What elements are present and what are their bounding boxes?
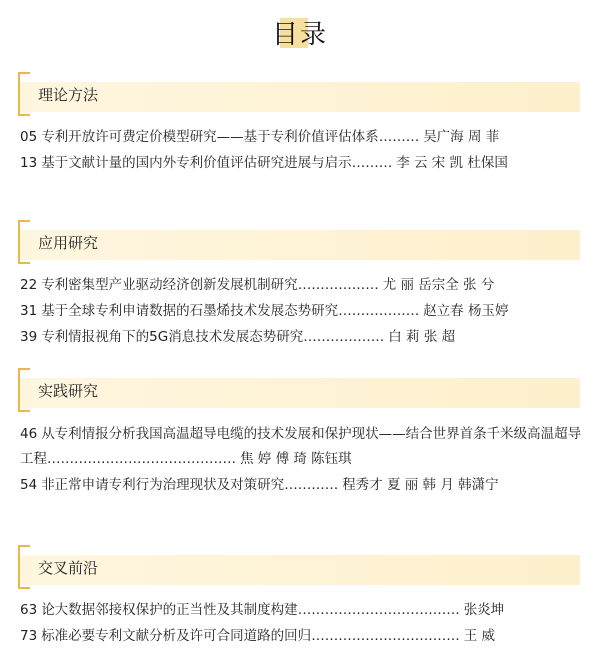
entry-authors: 焦 婷 傅 琦 陈钰琪: [240, 451, 352, 467]
entry-title: 从专利情报分析我国高温超导电缆的技术发展和保护现状——结合世界首条千米级高温超导工程: [20, 426, 582, 467]
section-header: [14, 368, 580, 412]
entry-page: 39: [20, 329, 38, 345]
entry-dots: …………: [284, 477, 339, 493]
entry-page: 46: [20, 426, 38, 442]
entry-title: 论大数据邻接权保护的正当性及其制度构建: [41, 602, 298, 618]
toc-entry[interactable]: [14, 272, 580, 298]
toc-entry[interactable]: [14, 472, 580, 498]
entry-authors: 尤 丽 岳宗全 张 兮: [382, 277, 495, 293]
entry-title: 专利开放许可费定价模型研究——基于专利价值评估体系: [41, 129, 379, 145]
entry-dots: ………………………………: [297, 602, 460, 618]
toc-entry[interactable]: [14, 324, 580, 350]
entry-title: 专利情报视角下的5G消息技术发展态势研究: [41, 329, 304, 345]
entry-authors: 程秀才 夏 丽 韩 月 韩潇宁: [342, 477, 499, 493]
entry-page: 54: [20, 477, 38, 493]
entry-title: 专利密集型产业驱动经济创新发展机制研究: [41, 277, 298, 293]
page-title: [262, 14, 338, 51]
entry-authors: 张炎坤: [463, 602, 505, 618]
entry-dots: ………: [351, 155, 393, 171]
section-bar: [20, 378, 580, 408]
entry-authors: 赵立春 杨玉婷: [423, 303, 509, 319]
entry-page: 63: [20, 602, 38, 618]
entry-title: 基于全球专利申请数据的石墨烯技术发展态势研究: [41, 303, 339, 319]
toc-entry[interactable]: [14, 422, 588, 472]
section-label: 应用研究: [38, 234, 99, 252]
toc-entry[interactable]: [14, 298, 580, 324]
entry-dots: ………………: [338, 303, 420, 319]
section-label: 交叉前沿: [38, 559, 99, 577]
entry-authors: 白 莉 张 超: [388, 329, 456, 345]
page-title-text: 目录: [271, 20, 328, 50]
entry-page: 22: [20, 277, 38, 293]
section-label: 实践研究: [38, 382, 99, 400]
entry-dots: ………………: [303, 329, 385, 345]
toc-entry[interactable]: [14, 150, 580, 176]
title-area: [0, 14, 600, 51]
entry-title: 基于文献计量的国内外专利价值评估研究进展与启示: [41, 155, 352, 171]
section-practice: [14, 368, 580, 498]
section-bar: [20, 82, 580, 112]
entry-title: 非正常申请专利行为治理现状及对策研究: [41, 477, 285, 493]
section-header: [14, 72, 580, 116]
toc-entry[interactable]: [14, 597, 580, 623]
entry-dots: ……………………………: [311, 628, 460, 644]
entry-authors: 李 云 宋 凯 杜保国: [396, 155, 508, 171]
section-theory: [14, 72, 580, 176]
entry-page: 31: [20, 303, 38, 319]
section-header: [14, 545, 580, 589]
toc-entry[interactable]: [14, 124, 580, 150]
entry-dots: ……………………………………: [47, 451, 236, 467]
section-header: [14, 220, 580, 264]
entry-dots: ………………: [297, 277, 379, 293]
section-bar: [20, 555, 580, 585]
entry-page: 05: [20, 129, 38, 145]
section-frontier: [14, 545, 580, 649]
entry-authors: 吴广海 周 菲: [423, 129, 500, 145]
section-application: [14, 220, 580, 350]
entry-dots: ………: [378, 129, 420, 145]
entry-page: 13: [20, 155, 38, 171]
entry-authors: 王 威: [463, 628, 495, 644]
entry-page: 73: [20, 628, 38, 644]
toc-entry[interactable]: [14, 623, 580, 649]
entry-title: 标准必要专利文献分析及许可合同道路的回归: [41, 628, 312, 644]
section-bar: [20, 230, 580, 260]
section-label: 理论方法: [38, 86, 99, 104]
